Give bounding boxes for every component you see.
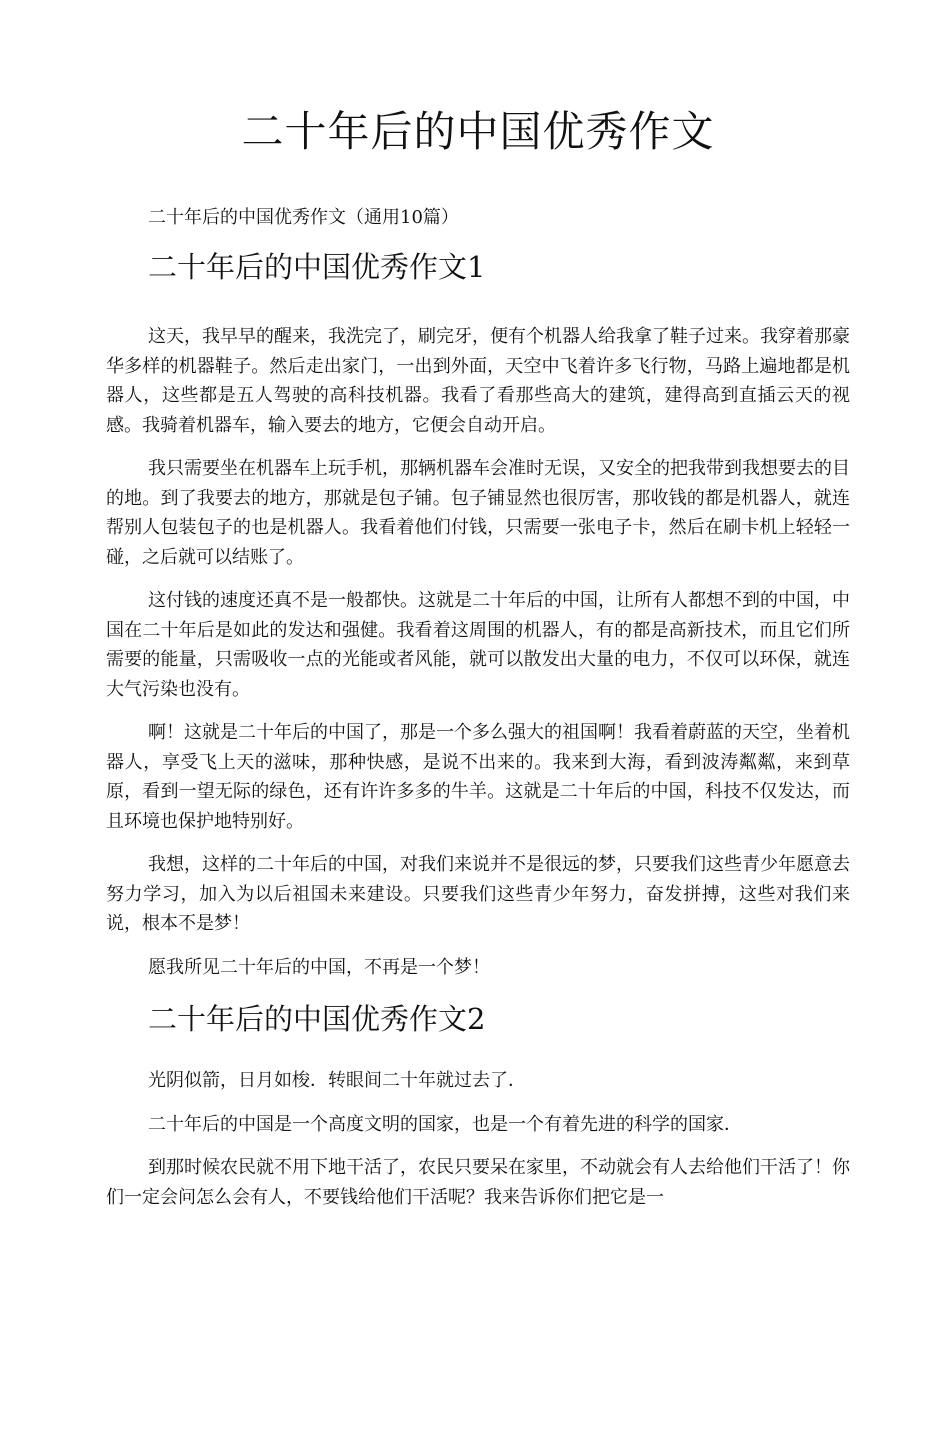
paragraph: 啊！这就是二十年后的中国了，那是一个多么强大的祖国啊！我看着蔚蓝的天空，坐着机器人，享受飞上天的滋味，那种快感，是说不出来的。我来到大海，看到波涛粼粼，来到草原，看到一望无际的绿色，还有许许多多的牛羊。这就是二十年后的中国，科技不仅发达，而且环境也保护地特别好。 xyxy=(106,722,850,832)
paragraph: 光阴似箭，日月如梭．转眼间二十年就过去了． xyxy=(148,1070,526,1091)
paragraph: 二十年后的中国是一个高度文明的国家，也是一个有着先进的科学的国家． xyxy=(148,1113,742,1135)
section-heading: 二十年后的中国优秀作文2 xyxy=(148,1002,486,1036)
paragraph: 这天，我早早的醒来，我洗完了，刷完牙，便有个机器人给我拿了鞋子过来。我穿着那豪华多样的机器鞋子。然后走出家门，一出到外面，天空中飞着许多飞行物，马路上遍地都是机器人，这些都是五人驾驶的高科技机器。我看了看那些高大的建筑，建得高到直插云天的视感。我骑着机器车，输入要去的地方，它便会自动开启。 xyxy=(106,326,850,436)
document-page xyxy=(0,104,950,1448)
paragraph: 这付钱的速度还真不是一般都快。这就是二十年后的中国，让所有人都想不到的中国，中国在二十年后是如此的发达和强健。我看着这周围的机器人，有的都是高新技术，而且它们所需要的能量，只需吸收一点的光能或者风能，就可以散发出大量的电力，不仅可以环保，就连大气污染也没有。 xyxy=(106,590,850,700)
paragraph: 我只需要坐在机器车上玩手机，那辆机器车会准时无误，又安全的把我带到我想要去的目的地。到了我要去的地方，那就是包子铺。包子铺显然也很厉害，那收钱的都是机器人，就连帮别人包装包子的也是机器人。我看着他们付钱，只需要一张电子卡，然后在刷卡机上轻轻一碰，之后就可以结账了。 xyxy=(106,458,850,568)
document-title: 二十年后的中国优秀作文 xyxy=(241,107,715,156)
essay-section-1 xyxy=(106,244,850,982)
essay-section-2 xyxy=(106,996,850,1212)
paragraph: 到那时候农民就不用下地干活了，农民只要呆在家里，不动就会有人去给他们干活了！你们一定会问怎么会有人，不要钱给他们干活呢？我来告诉你们把它是一 xyxy=(106,1157,850,1208)
section-heading: 二十年后的中国优秀作文1 xyxy=(148,250,486,284)
paragraph: 愿我所见二十年后的中国，不再是一个梦！ xyxy=(148,956,490,978)
document-subtitle: 二十年后的中国优秀作文（通用10篇） xyxy=(148,207,459,228)
paragraph: 我想，这样的二十年后的中国，对我们来说并不是很远的梦，只要我们这些青少年愿意去努力学习，加入为以后祖国未来建设。只要我们这些青少年努力，奋发拼搏，这些对我们来说，根本不是梦！ xyxy=(106,854,850,934)
